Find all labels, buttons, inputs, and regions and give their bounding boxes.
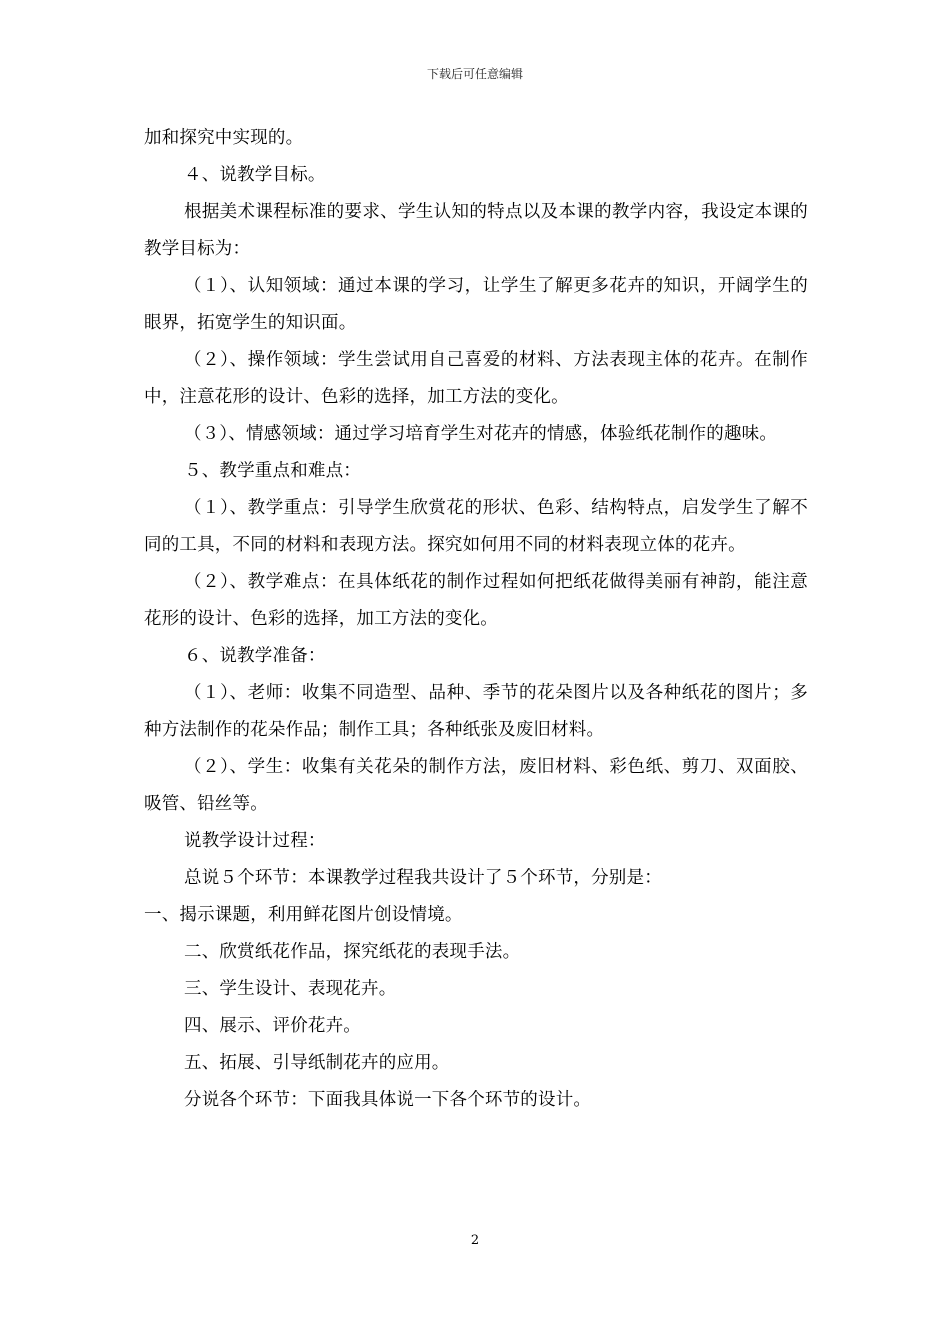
paragraph-4: （１）、认知领域：通过本课的学习，让学生了解更多花卉的知识，开阔学生的眼界，拓宽学生的知识面。 [144, 276, 808, 333]
paragraph-2: ４、说教学目标。 [184, 165, 326, 185]
paragraph-10: ６、说教学准备： [184, 646, 326, 666]
paragraph-17: 三、学生设计、表现花卉。 [184, 979, 397, 999]
paragraph-20: 分说各个环节：下面我具体说一下各个环节的设计。 [184, 1090, 592, 1110]
paragraph-16: 二、欣赏纸花作品，探究纸花的表现手法。 [184, 942, 521, 962]
paragraph-13: 说教学设计过程： [184, 831, 326, 851]
paragraph-1: 加和探究中实现的。 [144, 128, 304, 148]
paragraph-19: 五、拓展、引导纸制花卉的应用。 [184, 1053, 450, 1073]
paragraph-6: （３）、情感领域：通过学习培育学生对花卉的情感，体验纸花制作的趣味。 [184, 424, 778, 444]
page-number: 2 [470, 1233, 480, 1248]
document-body [144, 120, 808, 1119]
paragraph-9: （２）、教学难点：在具体纸花的制作过程如何把纸花做得美丽有神韵，能注意花形的设计、色彩的选择，加工方法的变化。 [144, 572, 808, 629]
page-header: 下载后可任意编辑 [426, 67, 523, 81]
paragraph-7: ５、教学重点和难点： [184, 461, 361, 481]
paragraph-14: 总说５个环节：本课教学过程我共设计了５个环节，分别是： [184, 868, 662, 888]
paragraph-8: （１）、教学重点：引导学生欣赏花的形状、色彩、结构特点，启发学生了解不同的工具，不同的材料和表现方法。探究如何用不同的材料表现立体的花卉。 [144, 498, 808, 555]
paragraph-15: 一、揭示课题，利用鲜花图片创设情境。 [144, 905, 463, 925]
paragraph-3: 根据美术课程标准的要求、学生认知的特点以及本课的教学内容，我设定本课的教学目标为： [144, 202, 808, 259]
paragraph-12: （２）、学生：收集有关花朵的制作方法，废旧材料、彩色纸、剪刀、双面胶、吸管、铅丝等。 [144, 757, 808, 814]
paragraph-11: （１）、老师：收集不同造型、品种、季节的花朵图片以及各种纸花的图片；多种方法制作的花朵作品；制作工具；各种纸张及废旧材料。 [144, 683, 808, 740]
paragraph-5: （２）、操作领域：学生尝试用自己喜爱的材料、方法表现主体的花卉。在制作中，注意花形的设计、色彩的选择，加工方法的变化。 [144, 350, 808, 407]
paragraph-18: 四、展示、评价花卉。 [184, 1016, 361, 1036]
